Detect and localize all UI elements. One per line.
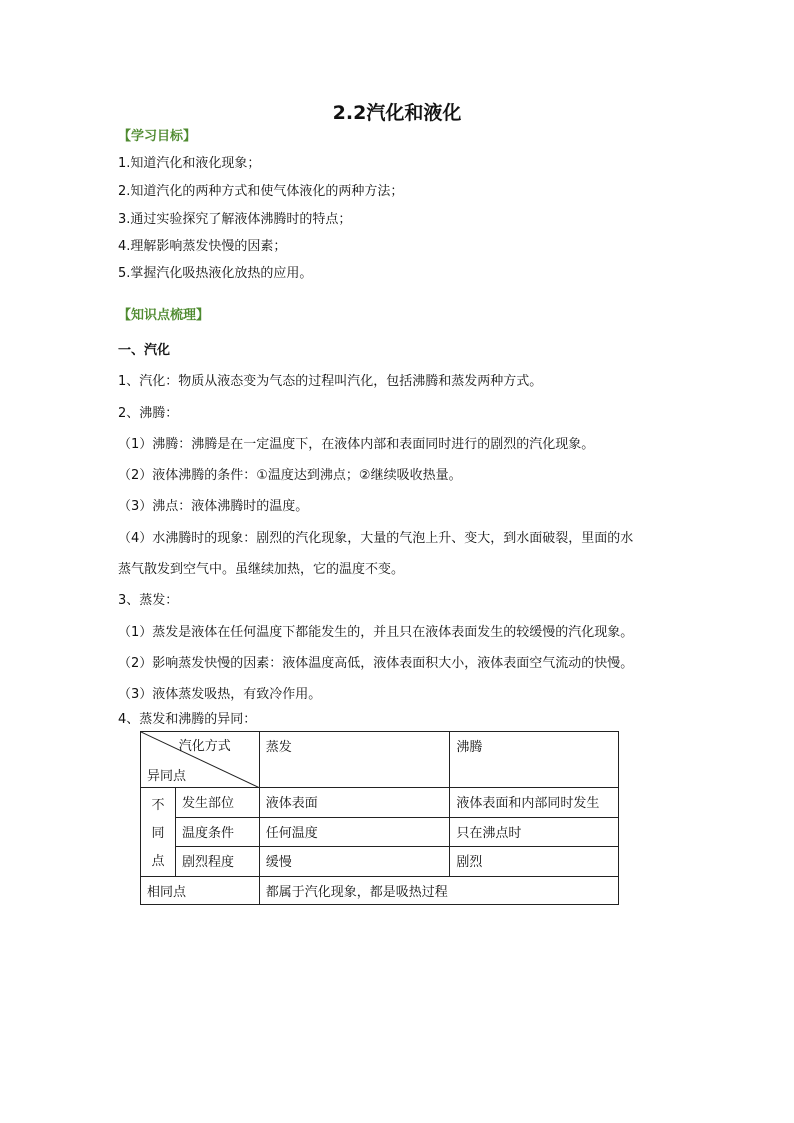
table-row bbox=[141, 788, 619, 818]
evaporation-location: 液体表面 bbox=[259, 788, 450, 818]
paragraph-evaporation-heading: 3、蒸发： bbox=[118, 593, 179, 608]
paragraph-comparison-heading: 4、蒸发和沸腾的异同： bbox=[118, 712, 257, 727]
paragraph-vaporization-definition: 1、汽化：物质从液态变为气态的过程叫汽化，包括沸腾和蒸发两种方式。 bbox=[118, 374, 543, 389]
paragraph-boiling-heading: 2、沸腾： bbox=[118, 406, 179, 421]
table-row-similarities bbox=[141, 877, 619, 905]
paragraph-boiling-4-continued: 蒸气散发到空气中。虽继续加热，它的温度不变。 bbox=[118, 562, 405, 577]
row-label-location: 发生部位 bbox=[175, 788, 259, 818]
page-title: 2.2汽化和液化 bbox=[332, 102, 462, 124]
similarities-text: 都属于汽化现象，都是吸热过程 bbox=[259, 877, 618, 905]
similarities-label: 相同点 bbox=[141, 877, 260, 905]
heading-vaporization: 一、汽化 bbox=[118, 343, 171, 358]
goal-item: 2.知道汽化的两种方式和使气体液化的两种方法； bbox=[118, 184, 404, 199]
row-label-intensity: 剧烈程度 bbox=[175, 847, 259, 877]
goal-item: 3.通过实验探究了解液体沸腾时的特点； bbox=[118, 212, 352, 227]
evaporation-temperature: 任何温度 bbox=[259, 817, 450, 847]
row-label-temperature: 温度条件 bbox=[175, 817, 259, 847]
table-header-row bbox=[141, 732, 619, 788]
header-boiling: 沸腾 bbox=[450, 732, 619, 788]
paragraph-evaporation-1: （1）蒸发是液体在任何温度下都能发生的，并且只在液体表面发生的较缓慢的汽化现象。 bbox=[118, 625, 634, 640]
paragraph-boiling-3: （3）沸点：液体沸腾时的温度。 bbox=[118, 499, 309, 514]
section-knowledge-points: 【知识点梳理】 bbox=[118, 308, 210, 323]
goal-item: 4.理解影响蒸发快慢的因素； bbox=[118, 239, 287, 254]
paragraph-boiling-4: （4）水沸腾时的现象：剧烈的汽化现象，大量的气泡上升、变大，到水面破裂，里面的水 bbox=[118, 531, 634, 546]
goal-item: 5.掌握汽化吸热液化放热的应用。 bbox=[118, 266, 313, 281]
comparison-table bbox=[140, 731, 619, 905]
paragraph-boiling-1: （1）沸腾：沸腾是在一定温度下，在液体内部和表面同时进行的剧烈的汽化现象。 bbox=[118, 437, 595, 452]
header-vaporization-mode: 汽化方式 bbox=[178, 739, 231, 754]
boiling-temperature: 只在沸点时 bbox=[450, 817, 619, 847]
differences-label: 不 同 点 bbox=[141, 788, 176, 877]
paragraph-boiling-2: （2）液体沸腾的条件：①温度达到沸点；②继续吸收热量。 bbox=[118, 468, 462, 483]
header-evaporation: 蒸发 bbox=[259, 732, 450, 788]
paragraph-evaporation-3: （3）液体蒸发吸热，有致冷作用。 bbox=[118, 687, 322, 702]
table-row bbox=[141, 847, 619, 877]
paragraph-evaporation-2: （2）影响蒸发快慢的因素：液体温度高低，液体表面积大小，液体表面空气流动的快慢。 bbox=[118, 656, 634, 671]
boiling-intensity: 剧烈 bbox=[450, 847, 619, 877]
table-row bbox=[141, 817, 619, 847]
header-similarities-differences: 异同点 bbox=[147, 769, 187, 784]
section-learning-goals: 【学习目标】 bbox=[118, 129, 197, 144]
boiling-location: 液体表面和内部同时发生 bbox=[450, 788, 619, 818]
evaporation-intensity: 缓慢 bbox=[259, 847, 450, 877]
diagonal-header-cell bbox=[141, 732, 260, 788]
goal-item: 1.知道汽化和液化现象； bbox=[118, 156, 261, 171]
